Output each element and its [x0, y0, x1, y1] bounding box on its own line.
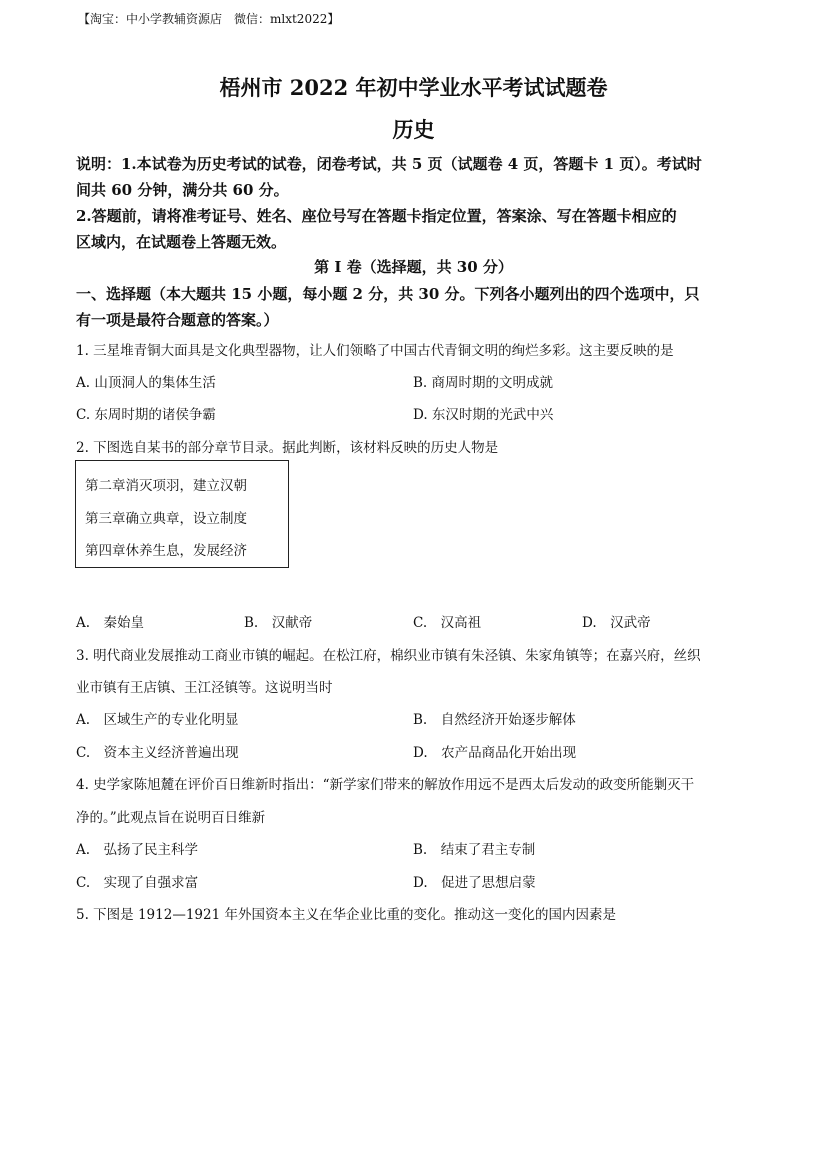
question-stem: 5. 下图是 1912—1921 年外国资本主义在华企业比重的变化。推动这一变化的国内因素是	[76, 907, 616, 923]
question-stem: 4. 史学家陈旭麓在评价百日维新时指出：“新学家们带来的解放作用远不是西太后发动的政变所能剿灭干	[76, 777, 695, 793]
option-d[interactable]: D. 农产品商品化开始出现	[413, 745, 577, 761]
option-b[interactable]: B. 商周时期的文明成就	[413, 375, 554, 391]
instruction-line: 间共 60 分钟，满分共 60 分。	[76, 181, 289, 199]
question-stem: 2. 下图选自某书的部分章节目录。据此判断，该材料反映的历史人物是	[76, 440, 499, 456]
question-stem: 净的。”此观点旨在说明百日维新	[76, 810, 266, 826]
option-d[interactable]: D. 东汉时期的光武中兴	[413, 407, 554, 423]
section-title-line: 一、选择题（本大题共 15 小题，每小题 2 分，共 30 分。下列各小题列出的四个选项中，只	[76, 285, 700, 303]
option-b[interactable]: B. 自然经济开始逐步解体	[413, 712, 576, 728]
chapter-line: 第三章确立典章，设立制度	[85, 511, 247, 527]
option-a[interactable]: A. 弘扬了民主科学	[76, 842, 199, 858]
page-title: 梧州市 2022 年初中学业水平考试试题卷	[219, 75, 608, 100]
option-b[interactable]: B. 结束了君主专制	[413, 842, 536, 858]
option-d[interactable]: D. 促进了思想启蒙	[413, 875, 536, 891]
section-title-line: 有一项是最符合题意的答案。）	[76, 311, 279, 329]
option-a[interactable]: A. 山顶洞人的集体生活	[76, 375, 216, 391]
option-d[interactable]: D. 汉武帝	[582, 615, 651, 631]
chapter-line: 第四章休养生息，发展经济	[85, 543, 247, 559]
subject-title: 历史	[392, 117, 435, 142]
header-note: 【淘宝：中小学教辅资源店 微信：mlxt2022】	[78, 12, 340, 26]
option-c[interactable]: C. 东周时期的诸侯争霸	[76, 407, 216, 423]
part-title: 第 I 卷（选择题，共 30 分）	[314, 258, 513, 276]
option-b[interactable]: B. 汉献帝	[244, 615, 313, 631]
option-a[interactable]: A. 区域生产的专业化明显	[76, 712, 239, 728]
instruction-line: 2.答题前，请将准考证号、姓名、座位号写在答题卡指定位置，答案涂、写在答题卡相应的	[76, 207, 677, 225]
option-c[interactable]: C. 汉高祖	[413, 615, 482, 631]
instruction-line: 说明：1.本试卷为历史考试的试卷，闭卷考试，共 5 页（试题卷 4 页，答题卡 1 页）。考试时	[76, 155, 702, 173]
chapter-table-of-contents	[75, 460, 289, 568]
option-c[interactable]: C. 资本主义经济普遍出现	[76, 745, 239, 761]
question-stem: 3. 明代商业发展推动工商业市镇的崛起。在松江府，棉织业市镇有朱泾镇、朱家角镇等；在嘉兴府，丝织	[76, 648, 701, 664]
option-a[interactable]: A. 秦始皇	[76, 615, 145, 631]
chapter-line: 第二章消灭项羽，建立汉朝	[85, 478, 247, 494]
instruction-line: 区域内，在试题卷上答题无效。	[76, 233, 287, 251]
question-stem: 1. 三星堆青铜大面具是文化典型器物，让人们领略了中国古代青铜文明的绚烂多彩。这主要反映的是	[76, 343, 674, 359]
option-c[interactable]: C. 实现了自强求富	[76, 875, 199, 891]
question-stem: 业市镇有王店镇、王江泾镇等。这说明当时	[76, 680, 333, 696]
